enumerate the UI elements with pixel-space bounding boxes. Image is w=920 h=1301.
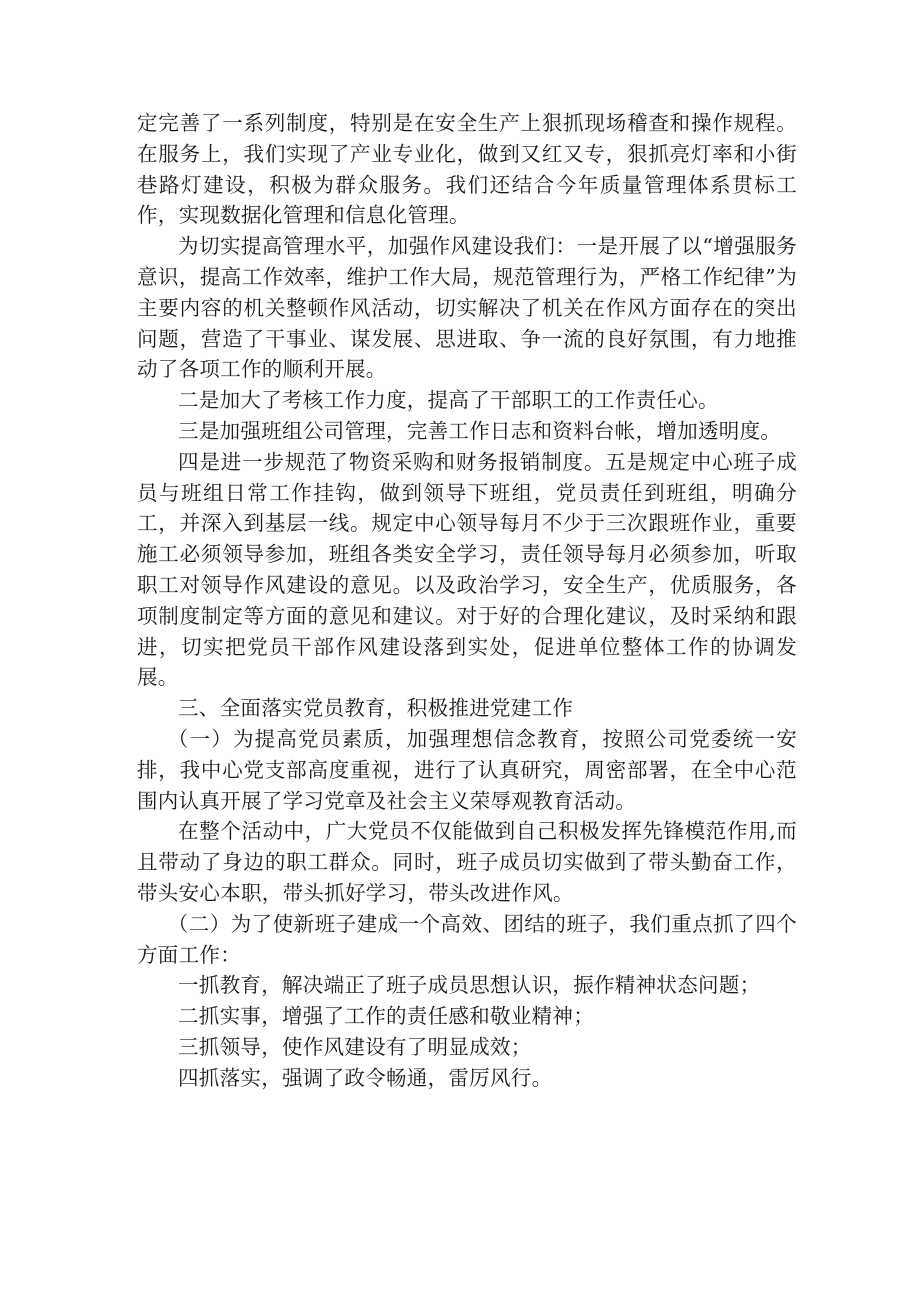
paragraph-2: 为切实提高管理水平，加强作风建设我们：一是开展了以“增强服务意识，提高工作效率，维护工作大局，规范管理行为，严格工作纪律”为主要内容的机关整顿作风活动，切实解决了机关在作风方面存在的突出问题，营造了干事业、谋发展、思进取、争一流的良好氛围，有力地推动了各项工作的顺利开展。 (137, 234, 797, 382)
paragraph-3: 二是加大了考核工作力度，提高了干部职工的工作责任心。 (178, 388, 719, 413)
list-item: 二抓实事，增强了工作的责任感和敬业精神； (178, 1004, 594, 1029)
paragraph-9: （二）为了使新班子建成一个高效、团结的班子，我们重点抓了四个方面工作： (137, 911, 797, 967)
paragraph-5: 四是进一步规范了物资采购和财务报销制度。五是规定中心班子成员与班组日常工作挂钩，做到领导下班组，党员责任到班组，明确分工，并深入到基层一线。规定中心领导每月不少于三次跟班作业，重要施工必须领导参加，班组各类安全学习，责任领导每月必须参加，听取职工对领导作风建设的意见。以及政治学习，安全生产，优质服务，各项制度制定等方面的意见和建议。对于好的合理化建议，及时采纳和跟进，切实把党员干部作风建设落到实处，促进单位整体工作的协调发展。 (137, 449, 797, 690)
list-item: 四抓落实，强调了政令畅通，雷厉风行。 (178, 1065, 553, 1090)
list-item: 一抓教育，解决端正了班子成员思想认识，振作精神状态问题； (178, 973, 761, 998)
paragraph-1: 定完善了一系列制度，特别是在安全生产上狠抓现场稽查和操作规程。在服务上，我们实现了产业专业化，做到又红又专，狠抓亮灯率和小街巷路灯建设，积极为群众服务。我们还结合今年质量管理体系贯标工作，实现数据化管理和信息化管理。 (137, 111, 797, 228)
paragraph-8: 在整个活动中，广大党员不仅能做到自己积极发挥先锋模范作用,而且带动了身边的职工群众。同时，班子成员切实做到了带头勤奋工作，带头安心本职，带头抓好学习，带头改进作风。 (137, 819, 797, 905)
section-heading: 三、全面落实党员教育，积极推进党建工作 (178, 696, 574, 721)
paragraph-4: 三是加强班组公司管理，完善工作日志和资料台帐，增加透明度。 (178, 418, 782, 443)
paragraph-7: （一）为提高党员素质，加强理想信念教育，按照公司党委统一安排，我中心党支部高度重视，进行了认真研究，周密部署，在全中心范围内认真开展了学习党章及社会主义荣辱观教育活动。 (137, 726, 797, 813)
list-item: 三抓领导，使作风建设有了明显成效； (178, 1034, 532, 1059)
document-body (137, 108, 797, 1094)
